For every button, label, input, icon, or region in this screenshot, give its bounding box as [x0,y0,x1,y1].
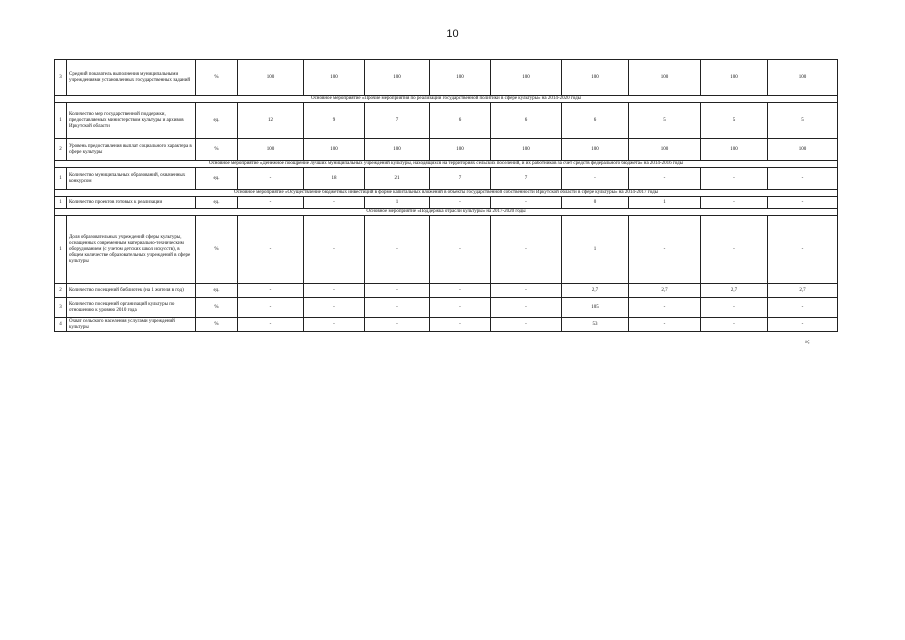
indicator-name: Доля образовательных учреждений сферы культуры, оснащенных современным материально-техническим оборудованием (с учетом детских школ искусств), в общем количестве образовательных учреждений в сфере культуры [67,216,196,284]
table-body [55,60,838,332]
value-cell: - [629,298,701,318]
value-cell: 100 [238,139,304,161]
value-cell: - [491,216,562,284]
value-cell: 100 [430,139,491,161]
value-cell: 53 [562,318,629,332]
value-cell: - [365,318,430,332]
row-number: 4 [55,318,67,332]
value-cell: 100 [629,139,701,161]
row-number: 1 [55,103,67,139]
value-cell: 100 [304,139,365,161]
value-cell: 9 [304,103,365,139]
row-number: 2 [55,284,67,298]
table-row [55,60,838,96]
value-cell: 100 [365,139,430,161]
value-cell: 7 [430,168,491,190]
value-cell: - [365,298,430,318]
value-cell: 6 [430,103,491,139]
value-cell: 2,7 [629,284,701,298]
value-cell: 2,7 [768,284,838,298]
value-cell: - [365,216,430,284]
value-cell: - [701,216,768,284]
value-cell: 1 [562,216,629,284]
value-cell: - [365,284,430,298]
row-number: 3 [55,60,67,96]
value-cell: - [304,216,365,284]
value-cell: - [768,298,838,318]
unit-cell: % [196,298,238,318]
value-cell: - [701,318,768,332]
value-cell: - [629,216,701,284]
value-cell: 5 [768,103,838,139]
indicators-table [54,59,838,332]
table-row [55,318,838,332]
row-number: 1 [55,216,67,284]
value-cell: - [304,298,365,318]
value-cell: - [768,197,838,209]
row-number: 1 [55,197,67,209]
value-cell: 0 [562,197,629,209]
row-number: 2 [55,139,67,161]
unit-cell: ед. [196,168,238,190]
indicator-name: Количество мер государственной поддержки, предоставляемых министерством культуры и архивов Иркутской области [67,103,196,139]
value-cell: - [238,284,304,298]
unit-cell: ед. [196,197,238,209]
value-cell: 12 [238,103,304,139]
value-cell: 100 [562,139,629,161]
value-cell: 100 [629,60,701,96]
section-title: Основное мероприятие «Денежное поощрение лучших муниципальных учреждений культуры, находящихся на территориях сельских поселений, и их работников за счет средств федерального бюджета» на 2014-2016 годы [55,161,838,168]
value-cell: - [491,197,562,209]
value-cell: 6 [491,103,562,139]
value-cell: 100 [238,60,304,96]
value-cell: 1 [365,197,430,209]
value-cell: - [768,216,838,284]
section-header-row [55,190,838,197]
value-cell: 100 [365,60,430,96]
section-title: Основное мероприятие «Поддержка отрасли культуры» на 2017-2020 годы [55,209,838,216]
value-cell: 100 [701,139,768,161]
value-cell: 7 [491,168,562,190]
table-row [55,197,838,209]
value-cell: - [768,318,838,332]
indicator-name: Средний показатель выполнения муниципальными учреждениями установленных государственных заданий [67,60,196,96]
row-number: 3 [55,298,67,318]
value-cell: 5 [629,103,701,139]
value-cell: 2,7 [701,284,768,298]
unit-cell: ед. [196,103,238,139]
value-cell: 100 [304,60,365,96]
unit-cell: % [196,216,238,284]
value-cell: - [430,284,491,298]
value-cell: - [430,318,491,332]
value-cell: 1 [629,197,701,209]
table-row [55,216,838,284]
indicator-name: Количество посещений организаций культуры по отношению к уровню 2010 года [67,298,196,318]
value-cell: 18 [304,168,365,190]
value-cell: 100 [491,139,562,161]
value-cell: - [238,197,304,209]
value-cell: 100 [701,60,768,96]
value-cell: - [238,168,304,190]
indicator-name: Количество проектов готовых к реализации [67,197,196,209]
value-cell: - [430,197,491,209]
value-cell: - [768,168,838,190]
value-cell: 21 [365,168,430,190]
value-cell: 100 [491,60,562,96]
unit-cell: % [196,60,238,96]
value-cell: 6 [562,103,629,139]
value-cell: - [304,284,365,298]
value-cell: - [430,298,491,318]
unit-cell: % [196,139,238,161]
value-cell: 5 [701,103,768,139]
value-cell: - [491,318,562,332]
value-cell: - [238,318,304,332]
value-cell: 2,7 [562,284,629,298]
value-cell: - [430,216,491,284]
section-header-row [55,209,838,216]
section-title: Основное мероприятие «Осуществление бюджетных инвестиций в форме капитальных вложений в объекты государственной собственности Иркутской области в сфере культуры» на 2014-2017 годы [55,190,838,197]
value-cell: - [238,298,304,318]
value-cell: 7 [365,103,430,139]
value-cell: - [701,168,768,190]
value-cell: 100 [430,60,491,96]
row-number: 1 [55,168,67,190]
value-cell: - [629,318,701,332]
value-cell: - [304,318,365,332]
value-cell: - [304,197,365,209]
value-cell: 100 [768,139,838,161]
indicator-name: Количество муниципальных образований, охваченных конкурсом [67,168,196,190]
section-header-row [55,161,838,168]
tail-mark: »; [805,339,810,345]
indicator-name: Количество посещений библиотек (на 1 жителя в год) [67,284,196,298]
table-row [55,103,838,139]
section-header-row [55,96,838,103]
value-cell: - [701,197,768,209]
value-cell: 100 [768,60,838,96]
value-cell: 105 [562,298,629,318]
unit-cell: % [196,318,238,332]
indicator-name: Уровень предоставления выплат социального характера в сфере культуры [67,139,196,161]
table-row [55,298,838,318]
value-cell: - [491,298,562,318]
table-row [55,139,838,161]
value-cell: - [629,168,701,190]
value-cell: - [238,216,304,284]
section-title: Основное мероприятие «Прочие мероприятия по реализации государственной политики в сфере культуры» на 2014-2020 годы [55,96,838,103]
value-cell: - [562,168,629,190]
table-row [55,168,838,190]
indicator-name: Охват сельского населения услугами учреждений культуры [67,318,196,332]
value-cell: 100 [562,60,629,96]
page-number: 10 [446,28,459,40]
unit-cell: ед. [196,284,238,298]
value-cell: - [491,284,562,298]
value-cell: - [701,298,768,318]
table-row [55,284,838,298]
